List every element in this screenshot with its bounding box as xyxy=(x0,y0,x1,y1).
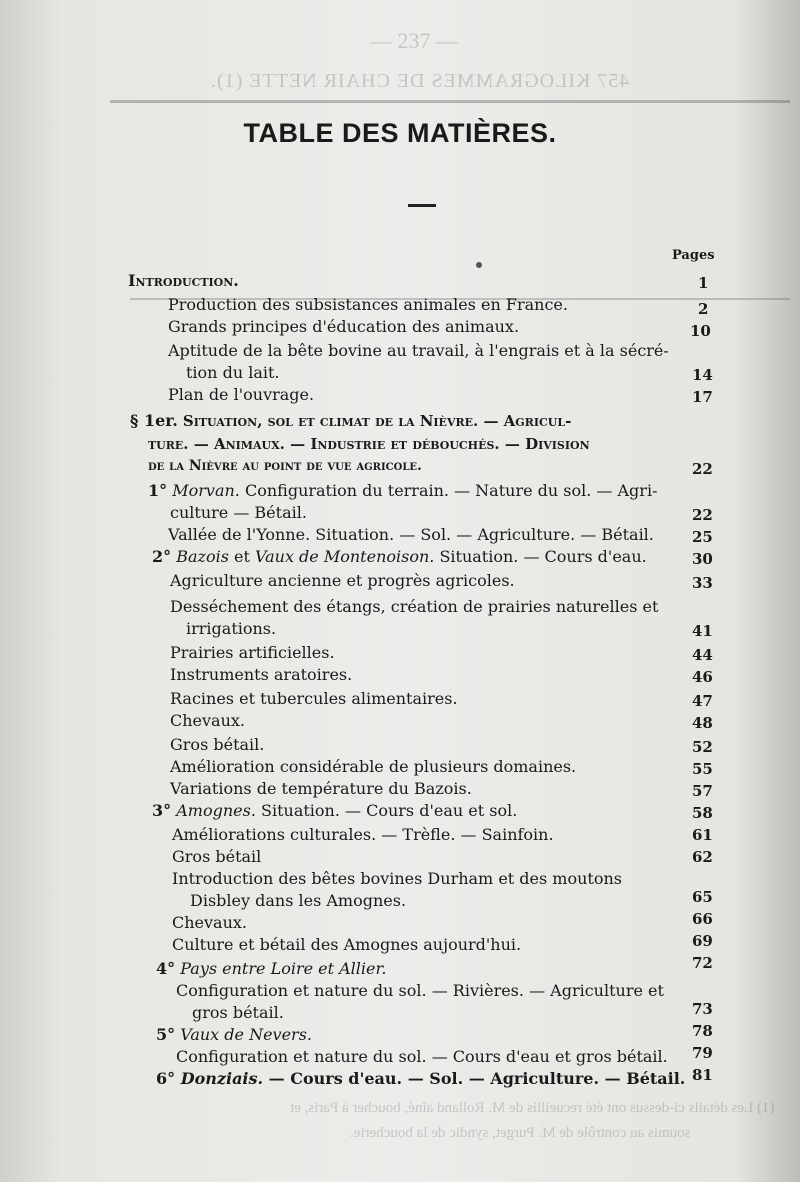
toc-entry-label: Grands principes d'éducation des animaux. xyxy=(168,317,520,336)
toc-subsection-entry xyxy=(148,480,657,502)
toc-page-number: 79 xyxy=(692,1044,713,1062)
toc-page-number: 22 xyxy=(692,460,713,478)
toc-section-entry xyxy=(130,410,571,432)
toc-page-number: 48 xyxy=(692,714,713,732)
toc-entry-label: Variations de température du Bazois. xyxy=(170,779,472,798)
toc-region-name: Vaux de Nevers. xyxy=(180,1025,312,1044)
toc-entry xyxy=(170,688,458,710)
toc-entry xyxy=(170,734,264,756)
toc-entry-label: Situation. — Cours d'eau. xyxy=(439,547,647,566)
toc-entry-connector: et xyxy=(234,547,250,566)
toc-entry xyxy=(168,524,654,546)
toc-page-number: 1 xyxy=(698,274,709,292)
toc-entry-continued xyxy=(170,502,307,524)
toc-entry-label: Chevaux. xyxy=(172,913,248,932)
toc-entry-label: Agriculture ancienne et progrès agricoles. xyxy=(170,571,515,590)
toc-subsection-marker: 5° xyxy=(156,1025,176,1044)
toc-subsection-marker: 1° xyxy=(148,481,168,500)
toc-page-number: 17 xyxy=(692,388,713,406)
toc-subsection-entry xyxy=(156,958,386,980)
page-title: TABLE DES MATIÈRES. xyxy=(243,118,557,148)
toc-page-number: 41 xyxy=(692,622,713,640)
toc-entry-label: Introduction des bêtes bovines Durham et des moutons xyxy=(172,869,622,888)
toc-page-number: 46 xyxy=(692,668,713,686)
toc-subsection-entry xyxy=(156,1024,312,1046)
toc-page-number: 52 xyxy=(692,738,713,756)
ink-dot xyxy=(476,262,482,268)
toc-page-number: 33 xyxy=(692,574,713,592)
toc-entry xyxy=(176,1046,668,1068)
toc-entry xyxy=(170,778,472,800)
toc-entry-label: Améliorations culturales. — Trèfle. — Sainfoin. xyxy=(172,825,554,844)
toc-page-number: 81 xyxy=(692,1066,713,1084)
toc-entry-label: Configuration et nature du sol. — Rivières. — Agriculture et xyxy=(176,981,664,1000)
toc-entry xyxy=(170,596,658,618)
toc-page-number: 57 xyxy=(692,782,713,800)
toc-page-number: 14 xyxy=(692,366,713,384)
toc-entry-label: Chevaux. xyxy=(170,711,246,730)
toc-entry-label: Gros bétail xyxy=(172,847,262,866)
toc-entry-label: Production des subsistances animales en France. xyxy=(168,295,568,314)
toc-page-number: 65 xyxy=(692,888,713,906)
toc-entry xyxy=(168,294,568,316)
toc-entry-label: Aptitude de la bête bovine au travail, à l'engrais et à la sécré- xyxy=(168,341,669,360)
toc-entry-label: culture — Bétail. xyxy=(170,503,307,522)
toc-entry xyxy=(168,384,314,406)
toc-region-name: Morvan. xyxy=(172,481,240,500)
toc-page-number: 58 xyxy=(692,804,713,822)
toc-entry xyxy=(172,868,622,890)
toc-entry-continued xyxy=(186,618,276,640)
toc-entry-continued xyxy=(148,455,422,477)
toc-entry xyxy=(170,570,515,592)
bleed-through-heading: 457 KILOGRAMMES DE CHAIR NETTE (1). xyxy=(210,70,630,92)
toc-page-number: 2 xyxy=(698,300,709,318)
toc-region-name: Amognes. xyxy=(176,801,256,820)
toc-entry-label: Culture et bétail des Amognes aujourd'hui. xyxy=(172,935,522,954)
toc-subsection-marker: 3° xyxy=(152,801,172,820)
toc-entry xyxy=(170,664,352,686)
toc-subsection-marker: 2° xyxy=(152,547,172,566)
toc-entry-label: ture. — Animaux. — Industrie et débouchés. — Division xyxy=(148,435,590,453)
toc-entry-label: Plan de l'ouvrage. xyxy=(168,385,315,404)
toc-entry-continued xyxy=(192,1002,284,1024)
toc-entry-label: Prairies artificielles. xyxy=(170,643,335,662)
toc-page-number: 62 xyxy=(692,848,713,866)
toc-entry-label: Amélioration considérable de plusieurs domaines. xyxy=(170,757,577,776)
toc-entry xyxy=(170,710,245,732)
bleed-through-footnote-1: (1) Les détails ci-dessus ont été recueillis de M. Rolland aîné, boucher à Paris, et xyxy=(290,1100,775,1116)
toc-entry-label: Desséchement des étangs, création de prairies naturelles et xyxy=(170,597,659,616)
toc-entry-label: Configuration et nature du sol. — Cours d'eau et gros bétail. xyxy=(176,1047,668,1066)
toc-page-number: 47 xyxy=(692,692,713,710)
toc-page-number: 44 xyxy=(692,646,713,664)
toc-page-number: 78 xyxy=(692,1022,713,1040)
toc-entry-label: — Cours d'eau. — Sol. — Agriculture. — Bétail. xyxy=(268,1069,686,1088)
toc-entry-label: Gros bétail. xyxy=(170,735,265,754)
toc-entry-label: Disbley dans les Amognes. xyxy=(190,891,407,910)
toc-page-number: 72 xyxy=(692,954,713,972)
toc-page-number: 10 xyxy=(690,322,711,340)
toc-page-number: 55 xyxy=(692,760,713,778)
toc-subsection-entry xyxy=(156,1068,685,1090)
toc-entry xyxy=(170,756,576,778)
title-divider xyxy=(408,204,436,207)
toc-page-number: 22 xyxy=(692,506,713,524)
toc-page-number: 25 xyxy=(692,528,713,546)
toc-entry-label: de la Nièvre au point de vue agricole. xyxy=(148,458,422,474)
toc-entry xyxy=(172,912,247,934)
toc-entry-label: Introduction. xyxy=(128,271,239,290)
toc-entry-continued xyxy=(148,433,590,455)
toc-section-marker: § 1er. xyxy=(130,411,178,430)
bleed-through-footnote-2: soumis au contrôle de M. Purget, syndic de la boucherie. xyxy=(350,1125,691,1141)
toc-page-number: 61 xyxy=(692,826,713,844)
toc-subsection-entry xyxy=(152,546,647,568)
toc-entry-label: Instruments aratoires. xyxy=(170,665,353,684)
bleed-through-page-number: — 237 — xyxy=(370,28,458,53)
toc-entry xyxy=(172,846,261,868)
toc-region-name: Bazois xyxy=(176,547,229,566)
toc-page-number: 69 xyxy=(692,932,713,950)
toc-region-name: Pays entre Loire et Allier. xyxy=(180,959,387,978)
toc-entry xyxy=(168,316,519,338)
toc-entry-label: irrigations. xyxy=(186,619,277,638)
toc-entry xyxy=(172,934,521,956)
toc-entry xyxy=(168,340,669,362)
toc-entry xyxy=(128,270,239,292)
toc-entry xyxy=(176,980,664,1002)
toc-page-number: 73 xyxy=(692,1000,713,1018)
toc-entry xyxy=(170,642,335,664)
toc-entry-label: Situation, sol et climat de la Nièvre. — Agricul- xyxy=(182,412,572,430)
toc-subsection-marker: 6° xyxy=(156,1069,176,1088)
toc-subsection-marker: 4° xyxy=(156,959,176,978)
toc-subsection-entry xyxy=(152,800,517,822)
toc-entry-continued xyxy=(186,362,280,384)
toc-region-name: Vaux de Montenoison. xyxy=(255,547,435,566)
toc-entry-label: Configuration du terrain. — Nature du sol. — Agri- xyxy=(244,481,658,500)
toc-entry-label: Vallée de l'Yonne. Situation. — Sol. — Agriculture. — Bétail. xyxy=(168,525,654,544)
toc-entry xyxy=(172,824,554,846)
toc-page-number: 66 xyxy=(692,910,713,928)
bleed-rule-top xyxy=(110,100,790,103)
toc-entry-label: Situation. — Cours d'eau et sol. xyxy=(261,801,518,820)
toc-entry-label: gros bétail. xyxy=(192,1003,284,1022)
toc-entry-label: Racines et tubercules alimentaires. xyxy=(170,689,458,708)
toc-page-number: 30 xyxy=(692,550,713,568)
toc-entry-continued xyxy=(190,890,406,912)
pages-column-header: Pages xyxy=(672,248,715,263)
toc-entry-label: tion du lait. xyxy=(186,363,280,382)
toc-region-name: Donziais. xyxy=(180,1069,264,1088)
